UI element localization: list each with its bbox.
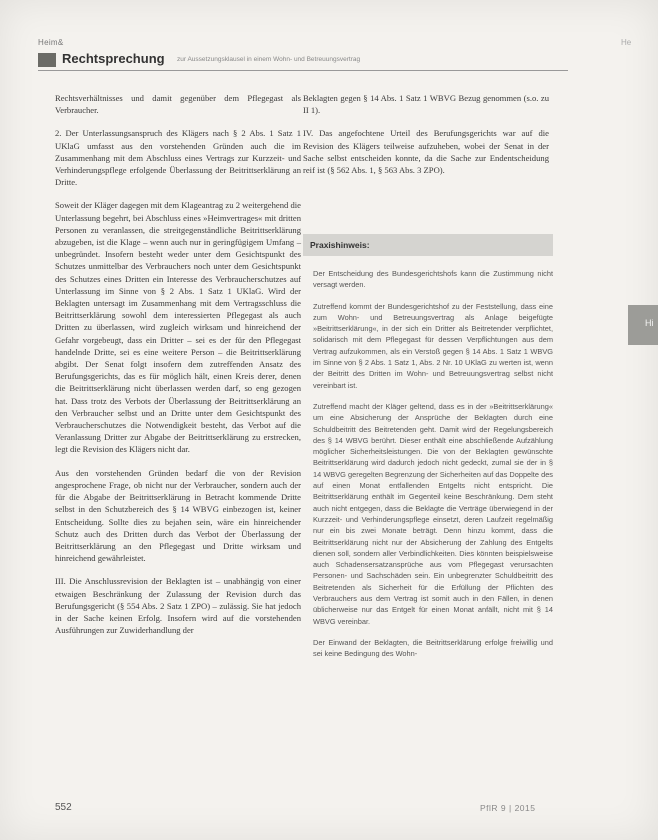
right-column <box>303 92 549 187</box>
paragraph: 2. Der Unterlassungsanspruch des Klägers nach § 2 Abs. 1 Satz 1 UKlaG umfasst aus den vorstehenden Gründen auch die im Zusammenhang mit dem Abschluss eines Vertrags zur Kurzzeit- und Verhinderungspflege erfolgende Überlassung der Beitrittserklärung an Dritte. <box>55 128 301 188</box>
practice-note-label: Praxishinweis: <box>310 240 370 250</box>
paragraph: Beklagten gegen § 14 Abs. 1 Satz 1 WBVG Bezug genommen (s.o. zu II 1). <box>303 93 549 116</box>
left-column <box>55 92 301 647</box>
section-label: Heim& <box>38 38 64 47</box>
paragraph: Aus den vorstehenden Gründen bedarf die von der Revision angesprochene Frage, ob nicht nur der Verbraucher, sondern auch der für die Abgabe der Beitrittserklärung in Betracht kommende Dritte selbst in den Schutzbereich des § 14 WBVG einbezogen ist, keiner Entscheidung. Sollte dies zu bejahen sein, wäre ein hinreichender Schutz auch des Dritten durch das Verbot der Überlassung der Beitrittserklärung an den Pflegegast und Dritte wirksam und hinreichend gewährleistet. <box>55 467 301 564</box>
journal-reference: PflR 9 | 2015 <box>480 803 536 813</box>
side-tab-label: Hi <box>645 318 654 328</box>
paragraph: Rechtsverhältnisses und damit gegenüber dem Pflegegast als Verbraucher. <box>55 93 301 116</box>
paragraph: Soweit der Kläger dagegen mit dem Klageantrag zu 2 weitergehend die Unterlassung begehrt, bei Abschluss eines »Heimvertrages« mit dritten Personen zu veranlassen, die streitgegenständliche Beitrittserklärung abzugeben, ist die Klage – wenn auch nur in geringfügigem Umfang – unbegründet. Insofern besteht weder unter dem Gesichtspunkt des Schutzes unmittelbar des Verbrauchers noch unter dem Gesichtspunkt des Schutzes eines Dritten ein Interesse des Verbraucherschutzes auf Unterlassung im Sinne von § 2 Abs. 1 Satz 1 UKlaG. Wird der Beklagten untersagt im Zusammenhang mit dem Vertragsschluss die Beitrittserklärung sowohl dem interessierten Pflegegast als auch Dritten zu überlassen, wird zugleich wirksam und hinreichend der Gefahr vorgebeugt, dass ein Dritter – sei es der für den Pflegegast handelnde Dritte, sei es eine weitere Person – die Beitrittserklärung abgibt. Der Senat folgt insofern dem zutreffenden Ansatz des Berufungsgerichts, das es für möglich hält, einen Kreis derer, denen die Beitrittserklärung nicht überlassen werden darf, so eng gezogen hat. Dass trotz des Verbots der Überlassung der Beitrittserklärung an den Verbraucher selbst und an Dritte unter dem Gesichtspunkt des Verbraucherschutzes die Notwendigkeit besteht, das Verbot auf die Veranlassung Dritter zur Abgabe der Beitrittserklärung zu erstrecken, legt die Revision des Klägers nicht dar. <box>55 200 301 455</box>
rubric-marker <box>38 53 56 67</box>
rubric-title: Rechtsprechung <box>62 51 165 66</box>
paragraph: III. Die Anschlussrevision der Beklagten ist – unabhängig von einer etwaigen Beschränkung der Zulassung der Revision durch das Berufungsgericht (§ 554 Abs. 2 Satz 1 ZPO) – zulässig. Sie hat jedoch in der Sache keinen Erfolg. Insofern wird auf die vorstehenden Ausführungen zur Zuwiderhandlung der <box>55 576 301 636</box>
note-paragraph: Der Entscheidung des Bundesgerichtshofs kann die Zustimmung nicht versagt werden. <box>313 269 553 290</box>
page-number: 552 <box>55 802 72 813</box>
side-tab <box>628 305 658 345</box>
note-paragraph: Zutreffend macht der Kläger geltend, dass es in der »Beitrittserklärung« um eine Absicherung der Ansprüche der Beklagten durch eine Schuldbeitritt des Beitretenden geht. Damit wird der Regelungsbereich des § 14 WBVG berührt. Dieser enthält eine abschließende Aufzählung möglicher Sicherheitsleistungen. Die von der Beklagten gewünschte Beitrittserklärung wird dadurch jedoch nicht gedeckt, zumal sie der in § 14 WBVG geregelten Begrenzung der Sicherheiten auf das Doppelte des auf einen Monat entfallenden Entgelts nicht entspricht. Die Beitrittserklärung enthält im Gegenteil keine Beschränkung. Dem steht auch nicht entgegen, dass die Beklagte die Verträge überwiegend in der Kurzzeit- und Verhinderungspflege einsetzt, deren Laufzeit regelmäßig nur ein bis zwei Monate beträgt. Denn hinzu kommt, dass die Beitrittserklärung nicht nur der Absicherung der Zahlung des Entgelts dienen soll, sondern aller Verbindlichkeiten. Dies könnten beispielsweise auch Schadensersatzansprüche aus vom Pflegegast verursachten Personen- und Sachschäden sein. Ein unbegrenzter Schuldbeitritt des Beitretenden als Sicherheit für die Erfüllung der Pflichten des Verbrauchers aus dem Vertrag ist somit auch in den Fällen, in denen üblicherweise nur das Entgelt für einen Monat anfällt, nicht mit § 14 WBVG vereinbar. <box>313 401 553 626</box>
paragraph: IV. Das angefochtene Urteil des Berufungsgerichts war auf die Revision des Klägers teilweise aufzuheben, wobei der Senat in der Sache selbst entscheiden konnte, da die Sache zur Endentscheidung reif ist (§ 562 Abs. 1, § 563 Abs. 3 ZPO). <box>303 128 549 176</box>
practice-note-body <box>313 268 553 670</box>
header-divider <box>38 70 568 71</box>
adjacent-page-label: He <box>621 38 632 47</box>
note-paragraph: Zutreffend kommt der Bundesgerichtshof zu der Feststellung, dass eine zum Wohn- und Betreuungsvertrag als Anlage beigefügte »Beitrittserklärung«, in der sich ein Dritter als Beitretender verpflichtet, solidarisch mit dem Pflegegast für dessen Verpflichtungen aus dem Vertrag aufzukommen, als ein Verstoß gegen § 14 Abs. 1 Satz 1 WBVG im Sinne von § 2 Abs. 1 Satz 1, Abs. 2 Nr. 10 UKlaG zu werten ist, wenn der Beitritt des Dritten im Wohn- und Betreuungsvertrag selbst nicht vereinbart ist. <box>313 301 553 390</box>
note-paragraph: Der Einwand der Beklagten, die Beitrittserklärung erfolge freiwillig und sei keine Bedingung des Wohn- <box>313 637 553 659</box>
rubric-subtitle: zur Aussetzungsklausel in einem Wohn- und Betreuungsvertrag <box>177 56 361 63</box>
